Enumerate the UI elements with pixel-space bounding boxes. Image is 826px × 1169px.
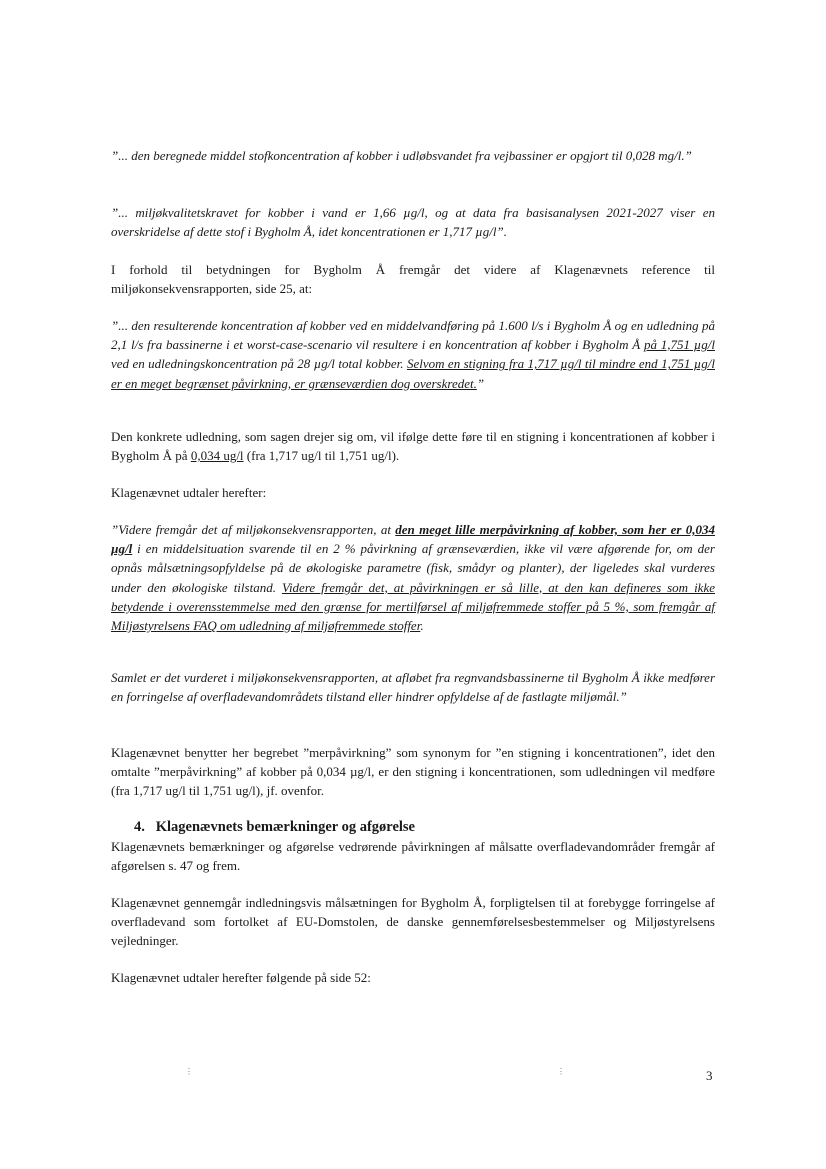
section-heading — [134, 819, 415, 836]
quote3-text-3: ” — [476, 375, 485, 391]
quote-environmental-quality-standard: ”... miljøkvalitetskravet for kobber i vand er 1,66 µg/l, og at data fra basisanalysen 2021-2027 viser en overskridelse af dette stof i Bygholm Å, idet koncentrationen er 1,717 µg/l”. — [111, 205, 715, 240]
concrete-text-2: (fra 1,717 ug/l til 1,751 ug/l). — [243, 448, 400, 464]
section-number: 4. — [134, 819, 145, 835]
quote4-text-3: . — [420, 618, 424, 634]
paragraph-remarks: Klagenævnets bemærkninger og afgørelse vedrørende påvirkningen af målsatte overfladevandområder fremgår af afgørelsen s. 47 og frem. — [111, 839, 715, 874]
quote4-underlined: Videre fremgår det, at påvirkningen er så lille, at den kan defineres som ikke betydende i overensstemmelse med den grænse for mertilførsel af miljøfremmede stoffer på 5 %, som fremgår af Miljøstyrelsens FAQ om udledning af miljøfremmede stoffer — [111, 579, 715, 634]
section-title: Klagenævnets bemærkninger og afgørelse — [155, 819, 415, 835]
quote-overall-assessment: Samlet er det vurderet i miljøkonsekvensrapporten, at afløbet fra regnvandsbassinerne til Bygholm Å ikke medfører en forringelse af overfladevandområdets tilstand eller hindrer opfyldelse af de fastlagte miljømål.” — [111, 670, 715, 705]
quote4-text-1: ”Videre fremgår det af miljøkonsekvensrapporten, at — [111, 522, 396, 537]
quote3-underlined-2: Selvom en stigning fra 1,717 µg/l til mindre end 1,751 µg/l er en meget begrænset påvirkning, er grænseværdien dog overskredet. — [111, 356, 715, 391]
paragraph-reference: I forhold til betydningen for Bygholm Å fremgår det videre af Klagenævnets reference til miljøkonsekvensrapporten, side 25, at: — [111, 262, 715, 297]
quote4-bold-underlined: den meget lille merpåvirkning af kobber, som her er 0,034 µg/l — [111, 522, 716, 557]
quote-copper-concentration: ”... den beregnede middel stofkoncentration af kobber i udløbsvandet fra vejbassiner er opgjort til 0,028 mg/l.” — [111, 148, 692, 163]
page-number: 3 — [706, 1068, 713, 1083]
quote-additional-impact — [111, 520, 715, 635]
paragraph-board-states: Klagenævnet udtaler herefter: — [111, 485, 267, 500]
quote3-underlined-1: på 1,751 µg/l — [643, 337, 715, 353]
quote4-text-2: i en middelsituation svarende til en 2 % påvirkning af grænseværdien, ikke vil være afgørende for, om der opnås målsætningsopfyldelse på de økologiske parametre (fisk, smådyr og planter), der ligeledes skal vurderes under den økologiske tilstand. — [111, 541, 715, 595]
quote3-text-1: ”... den resulterende koncentration af kobber ved en middelvandføring på 1.600 l/s i Bygholm Å og en udledning på 2,1 l/s fra bassinerne i et worst-case-scenario vil resultere i en koncentration af kobber i Bygholm Å — [111, 318, 715, 353]
concrete-underlined: 0,034 ug/l — [190, 448, 244, 464]
paragraph-synonym: Klagenævnet benytter her begrebet ”merpåvirkning” som synonym for ”en stigning i koncentrationen”, idet den omtalte ”merpåvirkning” af kobber på 0,034 µg/l, er den stigning i koncentrationen, som udledningen vil medføre (fra 1,717 ug/l til 1,751 ug/l), jf. ovenfor. — [111, 745, 715, 799]
paragraph-page52: Klagenævnet udtaler herefter følgende på side 52: — [111, 970, 371, 985]
paragraph-review: Klagenævnet gennemgår indledningsvis målsætningen for Bygholm Å, forpligtelsen til at forebygge forringelse af overfladevand som fortolket af EU-Domstolen, de danske gennemførelsesbestemmelser og Miljøstyrelsens vejledninger. — [111, 895, 715, 949]
quote-resulting-concentration — [111, 316, 715, 393]
concrete-text-1: Den konkrete udledning, som sagen drejer sig om, vil ifølge dette føre til en stigning i koncentrationen af kobber i Bygholm Å på — [111, 429, 715, 464]
scan-speck: ⋮ — [185, 1067, 193, 1076]
quote3-text-2: ved en udledningskoncentration på 28 µg/l total kobber. — [111, 356, 407, 372]
scan-speck: ⋮ — [557, 1067, 565, 1076]
paragraph-concrete-discharge — [111, 427, 715, 465]
